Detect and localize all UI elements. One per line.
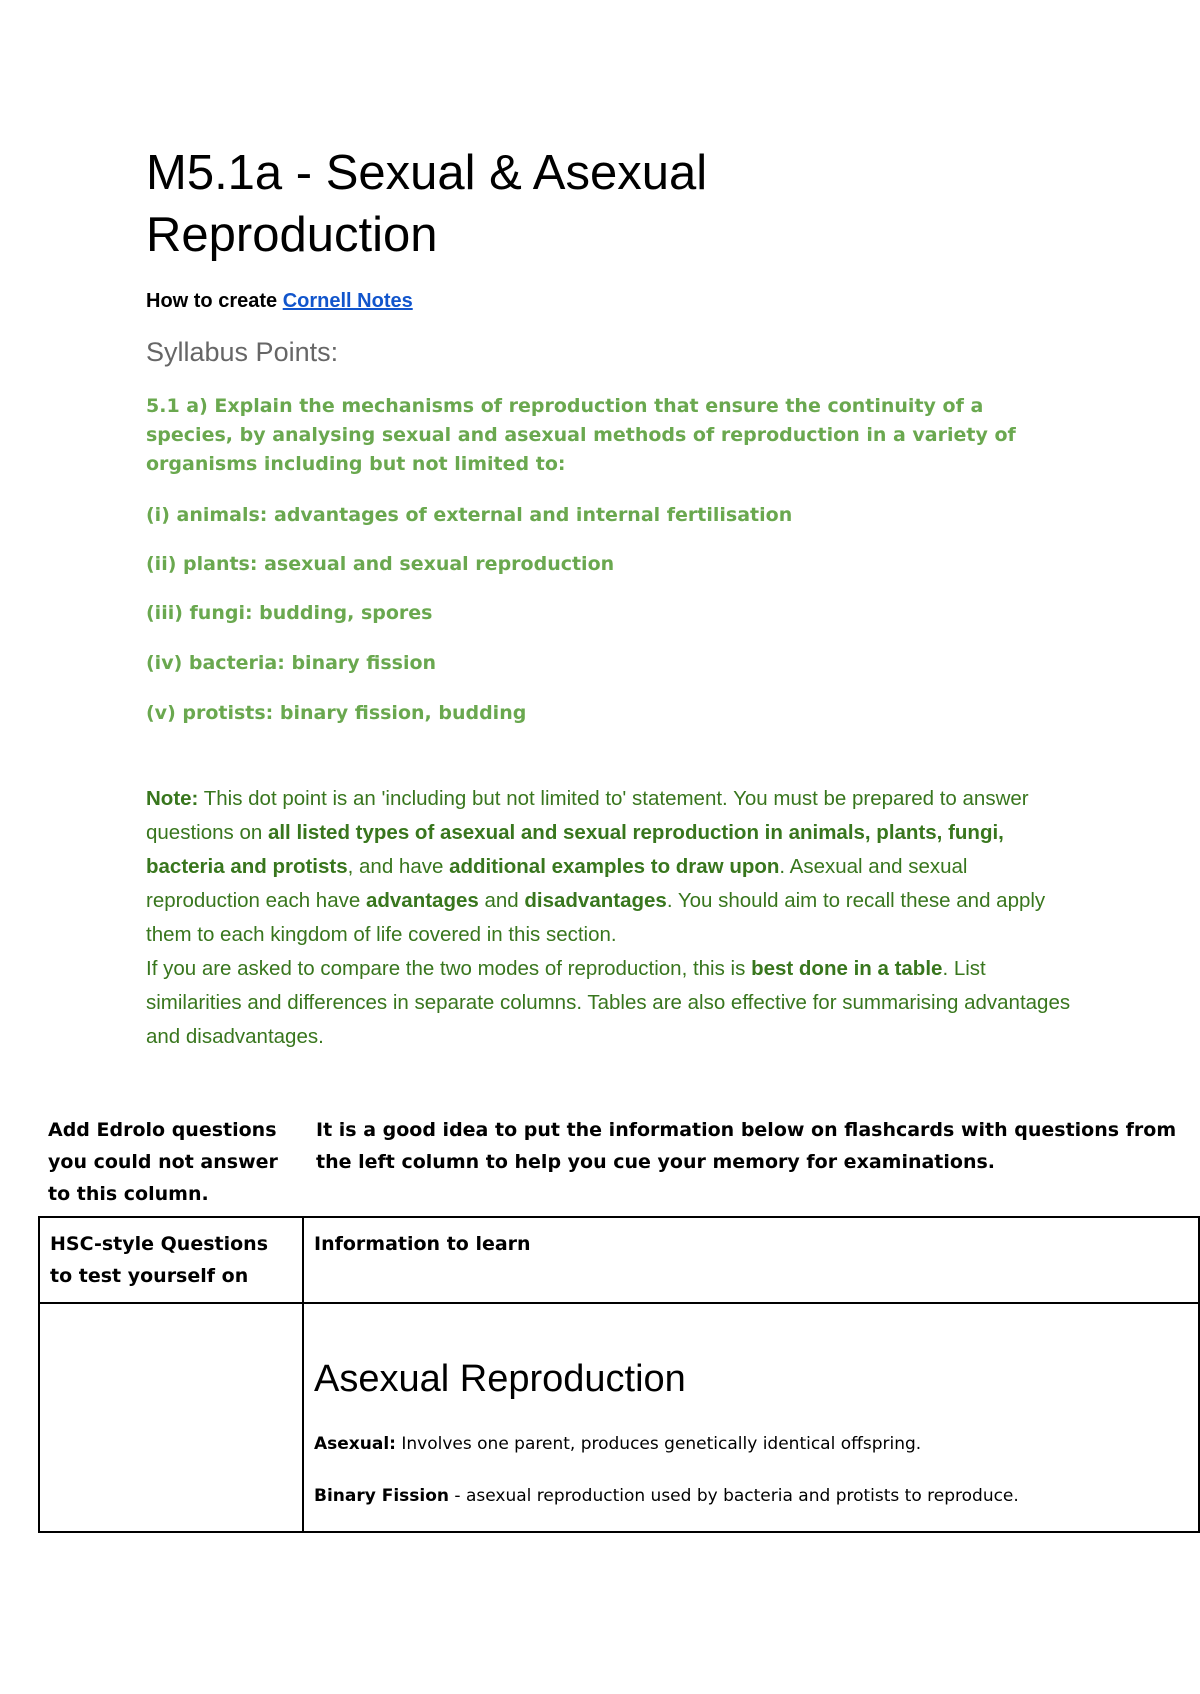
flashcard-instruction: It is a good idea to put the information below on flashcards with questions from the left column to help you cue your memory for examinations.	[316, 1119, 1177, 1173]
syllabus-point-plants: (ii) plants: asexual and sexual reproduction	[146, 553, 615, 575]
note-emphasis: disadvantages	[524, 889, 667, 912]
syllabus-point-fungi: (iii) fungi: budding, spores	[146, 602, 433, 624]
note-text: This dot point is an 'including but not limited to' statement. You must be prepared to answer questions on	[146, 787, 1029, 844]
information-header-cell	[303, 1217, 1199, 1303]
syllabus-point-animals: (i) animals: advantages of external and internal fertilisation	[146, 504, 793, 526]
binary-fission-label: Binary Fission	[314, 1486, 450, 1506]
information-header: Information to learn	[314, 1233, 531, 1255]
note-emphasis: best done in a table	[751, 957, 943, 980]
syllabus-intro-block	[146, 392, 1066, 479]
note-text: . You should aim to recall these and apply them to each kingdom of life covered in this section.	[146, 889, 1046, 946]
binary-fission-definition	[314, 1484, 1198, 1508]
note-text: . Asexual and sexual reproduction each have	[146, 855, 968, 912]
binary-fission-text: - asexual reproduction used by bacteria and protists to reproduce.	[449, 1486, 1019, 1506]
asexual-reproduction-heading: Asexual Reproduction	[314, 1358, 686, 1400]
questions-cell[interactable]	[39, 1303, 303, 1532]
note-text: , and have	[347, 855, 450, 878]
questions-header-cell	[39, 1217, 303, 1303]
asexual-label: Asexual:	[314, 1434, 396, 1454]
asexual-definition	[314, 1432, 1198, 1456]
questions-header: HSC-style Questions to test yourself on	[50, 1233, 268, 1287]
edrolo-instruction: Add Edrolo questions you could not answer to this column.	[48, 1119, 278, 1205]
note-emphasis: all listed types of asexual and sexual reproduction in animals, plants, fungi, bacteria and protists	[146, 821, 1004, 878]
note-paragraph-2	[146, 952, 1076, 1054]
table-header-row	[39, 1217, 1199, 1303]
note-block	[146, 782, 1076, 1054]
table-row	[39, 1303, 1199, 1532]
cornell-notes-line	[146, 288, 413, 314]
note-label: Note:	[146, 787, 199, 810]
note-emphasis: additional examples to draw upon	[449, 855, 780, 878]
note-text: and	[478, 889, 525, 912]
information-cell[interactable]	[303, 1303, 1199, 1532]
page-title: M5.1a - Sexual & Asexual Reproduction	[146, 146, 708, 262]
cornell-prefix: How to create	[146, 290, 283, 312]
cornell-notes-link[interactable]: Cornell Notes	[282, 290, 413, 312]
note-text: . List similarities and differences in separate columns. Tables are also effective for summarising advantages and disadvantages.	[146, 957, 1071, 1048]
cornell-notes-table	[38, 1216, 1200, 1533]
asexual-text: Involves one parent, produces genetically identical offspring.	[395, 1434, 922, 1454]
note-text: If you are asked to compare the two modes of reproduction, this is	[146, 957, 752, 980]
syllabus-point-protists: (v) protists: binary fission, budding	[146, 702, 527, 724]
note-paragraph-1	[146, 782, 1076, 952]
note-emphasis: advantages	[365, 889, 479, 912]
syllabus-point-bacteria: (iv) bacteria: binary fission	[146, 652, 437, 674]
syllabus-heading: Syllabus Points:	[146, 337, 339, 367]
syllabus-intro: 5.1 a) Explain the mechanisms of reproduction that ensure the continuity of a species, by analysing sexual and asexual methods of reproduction in a variety of organisms including but not limited to:	[146, 395, 1016, 475]
